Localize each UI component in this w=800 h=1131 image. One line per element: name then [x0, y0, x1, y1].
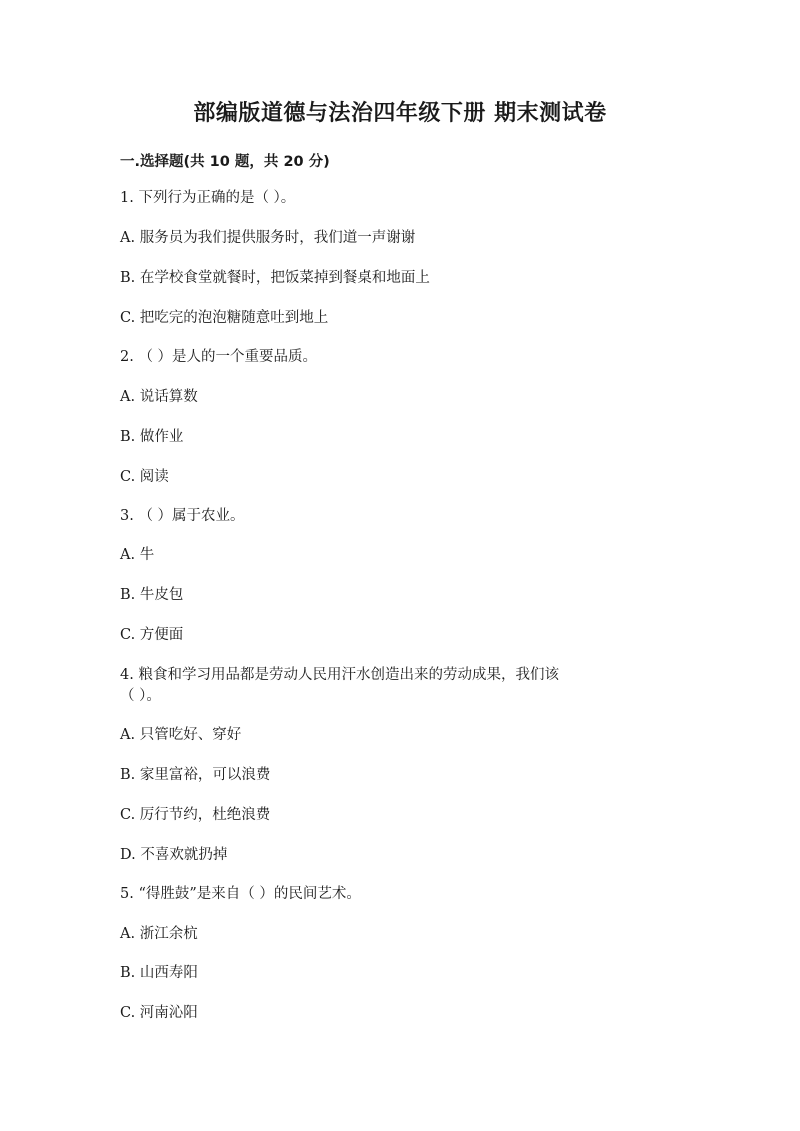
question-4-option-a: A. 只管吃好、穿好 — [120, 727, 242, 743]
question-2-option-a: A. 说话算数 — [120, 389, 198, 405]
section-header: 一.选择题(共 10 题，共 20 分) — [120, 154, 330, 170]
question-1-option-c: C. 把吃完的泡泡糖随意吐到地上 — [120, 310, 329, 326]
question-5-option-b: B. 山西寿阳 — [120, 965, 198, 981]
exam-title: 部编版道德与法治四年级下册 期末测试卷 — [193, 101, 607, 126]
question-1-stem: 1. 下列行为正确的是（ ）。 — [120, 190, 296, 206]
question-1-option-a: A. 服务员为我们提供服务时，我们道一声谢谢 — [120, 230, 416, 246]
question-4-option-d: D. 不喜欢就扔掉 — [120, 847, 228, 863]
question-5-stem: 5. “得胜鼓”是来自（ ）的民间艺术。 — [120, 886, 361, 902]
question-3-option-c: C. 方便面 — [120, 627, 184, 643]
question-4-stem-line-2: （ ）。 — [120, 688, 161, 704]
question-4-option-b: B. 家里富裕，可以浪费 — [120, 767, 271, 783]
question-5-option-a: A. 浙江余杭 — [120, 926, 198, 942]
question-3-option-a: A. 牛 — [120, 547, 155, 563]
question-4-stem-line-1: 4. 粮食和学习用品都是劳动人民用汗水创造出来的劳动成果，我们该 — [120, 667, 559, 683]
question-3-option-b: B. 牛皮包 — [120, 587, 184, 603]
question-2-stem: 2. （ ）是人的一个重要品质。 — [120, 349, 318, 365]
question-1-option-b: B. 在学校食堂就餐时，把饭菜掉到餐桌和地面上 — [120, 270, 430, 286]
question-3-stem: 3. （ ）属于农业。 — [120, 508, 245, 524]
question-5-option-c: C. 河南沁阳 — [120, 1005, 198, 1021]
question-4-option-c: C. 厉行节约，杜绝浪费 — [120, 807, 271, 823]
question-2-option-c: C. 阅读 — [120, 469, 169, 485]
question-2-option-b: B. 做作业 — [120, 429, 184, 445]
